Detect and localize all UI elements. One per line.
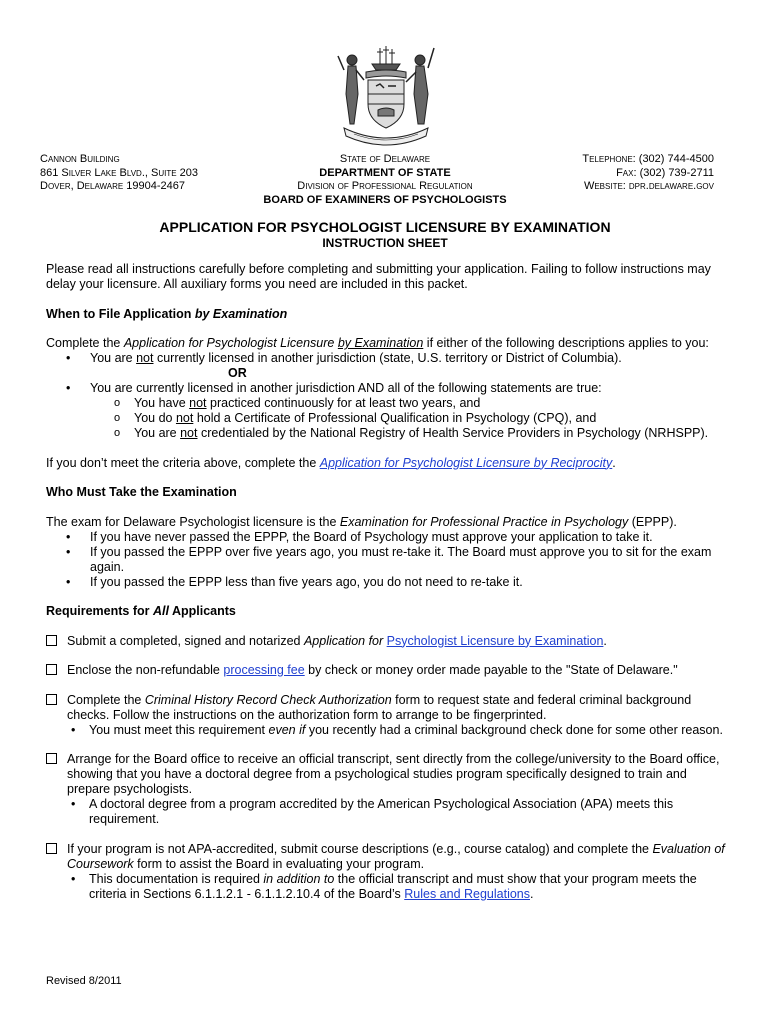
agency-department: DEPARTMENT OF STATE <box>319 166 451 179</box>
requirement-item-transcript: Arrange for the Board office to receive an official transcript, sent directly from the college/university to the Board office, showing that you have a doctoral degree from a psychological studies program specifically designed to train and prepare psychologists. • A doctoral degree from a program accredited by the American Psychological Association (APA) meets this requirement. <box>46 752 731 827</box>
list-item: • You must meet this requirement even if you recently had a criminal background check done for some other reason. <box>72 723 731 738</box>
list-item: • A doctoral degree from a program accredited by the American Psychological Association (APA) meets this requirement. <box>72 797 731 827</box>
requirement-checkbox[interactable] <box>46 664 57 675</box>
reciprocity-application-link[interactable]: Application for Psychologist Licensure by Reciprocity <box>319 455 613 470</box>
list-item: • You are currently licensed in another jurisdiction AND all of the following statements are true: <box>46 381 731 396</box>
requirement-checkbox[interactable] <box>46 753 57 764</box>
processing-fee-link[interactable]: processing fee <box>223 663 305 677</box>
requirement-item-fee: Enclose the non-refundable processing fee by check or money order made payable to the "State of Delaware." <box>46 663 731 678</box>
section-requirements-heading: Requirements for All Applicants <box>46 604 236 618</box>
requirement-checkbox[interactable] <box>46 694 57 705</box>
address-city: Dover, Delaware 19904-2467 <box>40 180 185 192</box>
sublist-item: o You are not credentialed by the National Registry of Health Service Providers in Psychology (NRHSPP). <box>46 426 731 441</box>
examination-application-link[interactable]: Psychologist Licensure by Examination <box>386 633 604 648</box>
list-item: • If you passed the EPPP over five years ago, you must re-take it. The Board must approve you to sit for the exam again. <box>46 545 731 575</box>
sublist-item: o You do not hold a Certificate of Professional Qualification in Psychology (CPQ), and <box>46 411 731 426</box>
page-title: APPLICATION FOR PSYCHOLOGIST LICENSURE BY EXAMINATION <box>159 219 611 235</box>
list-item: • You are not currently licensed in another jurisdiction (state, U.S. territory or District of Columbia). <box>46 351 731 366</box>
contact-fax: Fax: (302) 739-2711 <box>616 166 714 179</box>
requirement-item-coursework: If your program is not APA-accredited, submit course descriptions (e.g., course catalog) and complete the Evaluation of Coursework form to assist the Board in evaluating your program. • This documentation is required in addition to the official transcript and must show that your program meets the criteria in Sections 6.1.1.2.1 - 6.1.1.2.10.4 of the Board’s Rules and Regulations. <box>46 842 731 902</box>
or-separator: OR <box>228 366 247 380</box>
criteria-sublist <box>46 396 731 441</box>
sublist-item: o You have not practiced continuously for at least two years, and <box>46 396 731 411</box>
list-item: • If you have never passed the EPPP, the Board of Psychology must approve your application to take it. <box>46 530 731 545</box>
contact-info <box>582 153 714 194</box>
list-item: • If you passed the EPPP less than five years ago, you do not need to re-take it. <box>46 575 731 590</box>
requirement-item-background-check: Complete the Criminal History Record Check Authorization form to request state and federal criminal background checks. Follow the instructions on the authorization form to arrange to be fingerprinted. • You must meet this requirement even if you recently had a criminal background check done for some other reason. <box>46 693 731 738</box>
page-subtitle: INSTRUCTION SHEET <box>322 236 448 250</box>
instructions-body <box>46 262 731 902</box>
requirement-item-application: Submit a completed, signed and notarized Application for Psychologist Licensure by Examination. <box>46 634 731 649</box>
agency-block <box>200 153 570 207</box>
address-building: Cannon Building <box>40 153 120 165</box>
when-to-file-list <box>46 351 731 366</box>
contact-website: Website: dpr.delaware.gov <box>583 180 714 192</box>
reciprocity-note: If you don’t meet the criteria above, complete the Application for Psychologist Licensure by Reciprocity. <box>46 455 616 470</box>
agency-board: BOARD OF EXAMINERS OF PSYCHOLOGISTS <box>263 193 507 206</box>
contact-telephone: Telephone: (302) 744-4500 <box>582 153 714 165</box>
examination-lead: The exam for Delaware Psychologist licensure is the Examination for Professional Practice in Psychology (EPPP). <box>46 514 677 529</box>
list-item: • This documentation is required in addition to the official transcript and must show that your program meets the criteria in Sections 6.1.1.2.1 - 6.1.1.2.10.4 of the Board’s Rules and Regulations. <box>72 872 731 902</box>
revision-date: Revised 8/2011 <box>46 975 122 987</box>
examination-list <box>46 530 731 590</box>
requirement-checkbox[interactable] <box>46 843 57 854</box>
requirement-checkbox[interactable] <box>46 635 57 646</box>
delaware-state-seal <box>330 44 442 152</box>
section-examination-heading: Who Must Take the Examination <box>46 485 237 499</box>
agency-state: State of Delaware <box>339 153 431 165</box>
rules-and-regulations-link[interactable]: Rules and Regulations <box>404 886 531 901</box>
agency-division: Division of Professional Regulation <box>297 180 473 192</box>
section-when-to-file-heading: When to File Application by Examination <box>46 306 288 321</box>
when-to-file-lead: Complete the Application for Psychologist Licensure by Examination if either of the following descriptions applies to you: <box>46 336 709 350</box>
intro-paragraph: Please read all instructions carefully before completing and submitting your application. Failing to follow instructions may delay your licensure. All auxiliary forms you need are included in this packet. <box>46 262 711 291</box>
address-street: 861 Silver Lake Blvd., Suite 203 <box>40 166 198 179</box>
office-address <box>40 153 198 194</box>
